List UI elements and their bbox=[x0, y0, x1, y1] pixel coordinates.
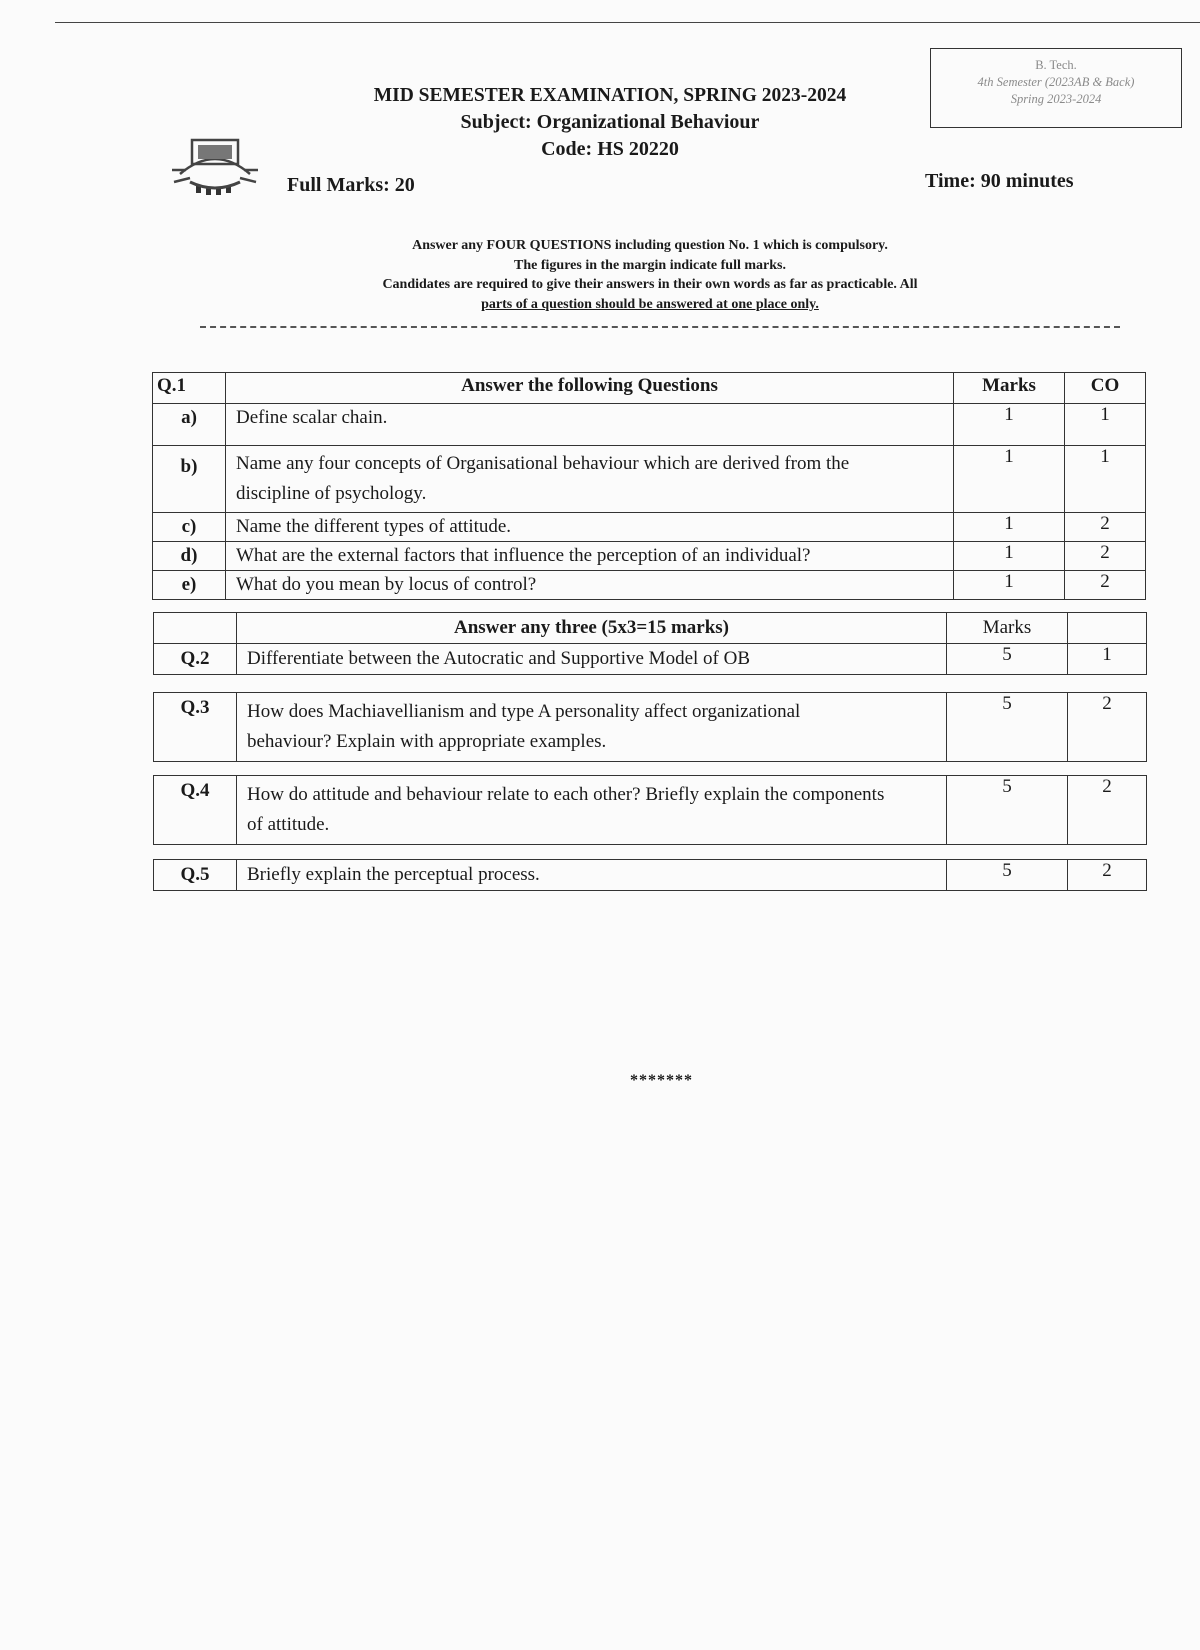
question-number: Q.1 bbox=[153, 373, 226, 404]
question-5-table bbox=[153, 859, 1147, 891]
table-row bbox=[154, 860, 1147, 891]
part-marks: 1 bbox=[954, 513, 1065, 542]
part-text: What are the external factors that influence the perception of an individual? bbox=[226, 542, 954, 571]
question-4-table bbox=[153, 775, 1147, 845]
part-co: 2 bbox=[1065, 571, 1146, 600]
question-co: 2 bbox=[1068, 860, 1147, 891]
info-degree: B. Tech. bbox=[1035, 58, 1077, 72]
table-row bbox=[154, 776, 1147, 845]
end-marker: ******* bbox=[630, 1072, 693, 1089]
time-allowed: Time: 90 minutes bbox=[925, 170, 1074, 192]
part-co: 1 bbox=[1065, 446, 1146, 513]
question-number: Q.4 bbox=[154, 776, 237, 845]
table-heading: Answer the following Questions bbox=[226, 373, 954, 404]
table-row bbox=[153, 571, 1146, 600]
part-label: c) bbox=[153, 513, 226, 542]
table-row bbox=[154, 644, 1147, 675]
part-label: d) bbox=[153, 542, 226, 571]
instruction-line: parts of a question should be answered at one place only. bbox=[481, 296, 819, 312]
marks-header: Marks bbox=[954, 373, 1065, 404]
part-marks: 1 bbox=[954, 571, 1065, 600]
table-row bbox=[153, 513, 1146, 542]
dashed-divider bbox=[200, 326, 1120, 328]
part-text: Define scalar chain. bbox=[226, 404, 954, 446]
part-text: Name the different types of attitude. bbox=[226, 513, 954, 542]
question-marks: 5 bbox=[947, 693, 1068, 762]
table-row bbox=[153, 404, 1146, 446]
part-co: 1 bbox=[1065, 404, 1146, 446]
part-co: 2 bbox=[1065, 513, 1146, 542]
university-logo-icon bbox=[170, 134, 260, 204]
part-marks: 1 bbox=[954, 404, 1065, 446]
question-text: Differentiate between the Autocratic and Supportive Model of OB bbox=[237, 644, 947, 675]
instruction-line: The figures in the margin indicate full marks. bbox=[514, 257, 786, 273]
question-text: How do attitude and behaviour relate to each other? Briefly explain the components of attitude. bbox=[237, 776, 947, 845]
info-session: Spring 2023-2024 bbox=[1010, 92, 1102, 106]
question-text: How does Machiavellianism and type A personality affect organizational behaviour? Explain with appropriate examples. bbox=[237, 693, 947, 762]
question-marks: 5 bbox=[947, 860, 1068, 891]
question-3-table bbox=[153, 692, 1147, 762]
info-semester: 4th Semester (2023AB & Back) bbox=[977, 75, 1135, 89]
instruction-line: Answer any FOUR QUESTIONS including question No. 1 which is compulsory. bbox=[412, 238, 888, 253]
full-marks: Full Marks: 20 bbox=[287, 174, 415, 196]
blank-cell bbox=[154, 613, 237, 644]
question-co: 1 bbox=[1068, 644, 1147, 675]
instruction-line: Candidates are required to give their answers in their own words as far as practicable. All bbox=[382, 277, 918, 292]
section-heading: Answer any three (5x3=15 marks) bbox=[237, 613, 947, 644]
question-1-table bbox=[152, 372, 1146, 600]
question-marks: 5 bbox=[947, 776, 1068, 845]
instructions bbox=[290, 236, 1010, 314]
question-number: Q.5 bbox=[154, 860, 237, 891]
question-number: Q.2 bbox=[154, 644, 237, 675]
question-co: 2 bbox=[1068, 776, 1147, 845]
part-text: What do you mean by locus of control? bbox=[226, 571, 954, 600]
table-row bbox=[153, 446, 1146, 513]
question-text: Briefly explain the perceptual process. bbox=[237, 860, 947, 891]
marks-header: Marks bbox=[947, 613, 1068, 644]
subject-line: Subject: Organizational Behaviour bbox=[460, 111, 760, 133]
exam-title: MID SEMESTER EXAMINATION, SPRING 2023-2024 bbox=[373, 85, 847, 106]
table-row bbox=[154, 693, 1147, 762]
co-header: CO bbox=[1065, 373, 1146, 404]
programme-info-box bbox=[930, 48, 1182, 128]
question-co: 2 bbox=[1068, 693, 1147, 762]
part-co: 2 bbox=[1065, 542, 1146, 571]
part-marks: 1 bbox=[954, 446, 1065, 513]
part-label: e) bbox=[153, 571, 226, 600]
part-marks: 1 bbox=[954, 542, 1065, 571]
table-header-row bbox=[154, 613, 1147, 644]
top-rule bbox=[55, 22, 1200, 23]
question-2-table bbox=[153, 612, 1147, 675]
table-header-row bbox=[153, 373, 1146, 404]
question-marks: 5 bbox=[947, 644, 1068, 675]
code-line: Code: HS 20220 bbox=[541, 138, 679, 160]
question-number: Q.3 bbox=[154, 693, 237, 762]
part-text: Name any four concepts of Organisational behaviour which are derived from the discipline of psychology. bbox=[226, 446, 954, 513]
exam-header bbox=[300, 82, 920, 163]
blank-cell bbox=[1068, 613, 1147, 644]
part-label: b) bbox=[153, 446, 226, 513]
table-row bbox=[153, 542, 1146, 571]
part-label: a) bbox=[153, 404, 226, 446]
